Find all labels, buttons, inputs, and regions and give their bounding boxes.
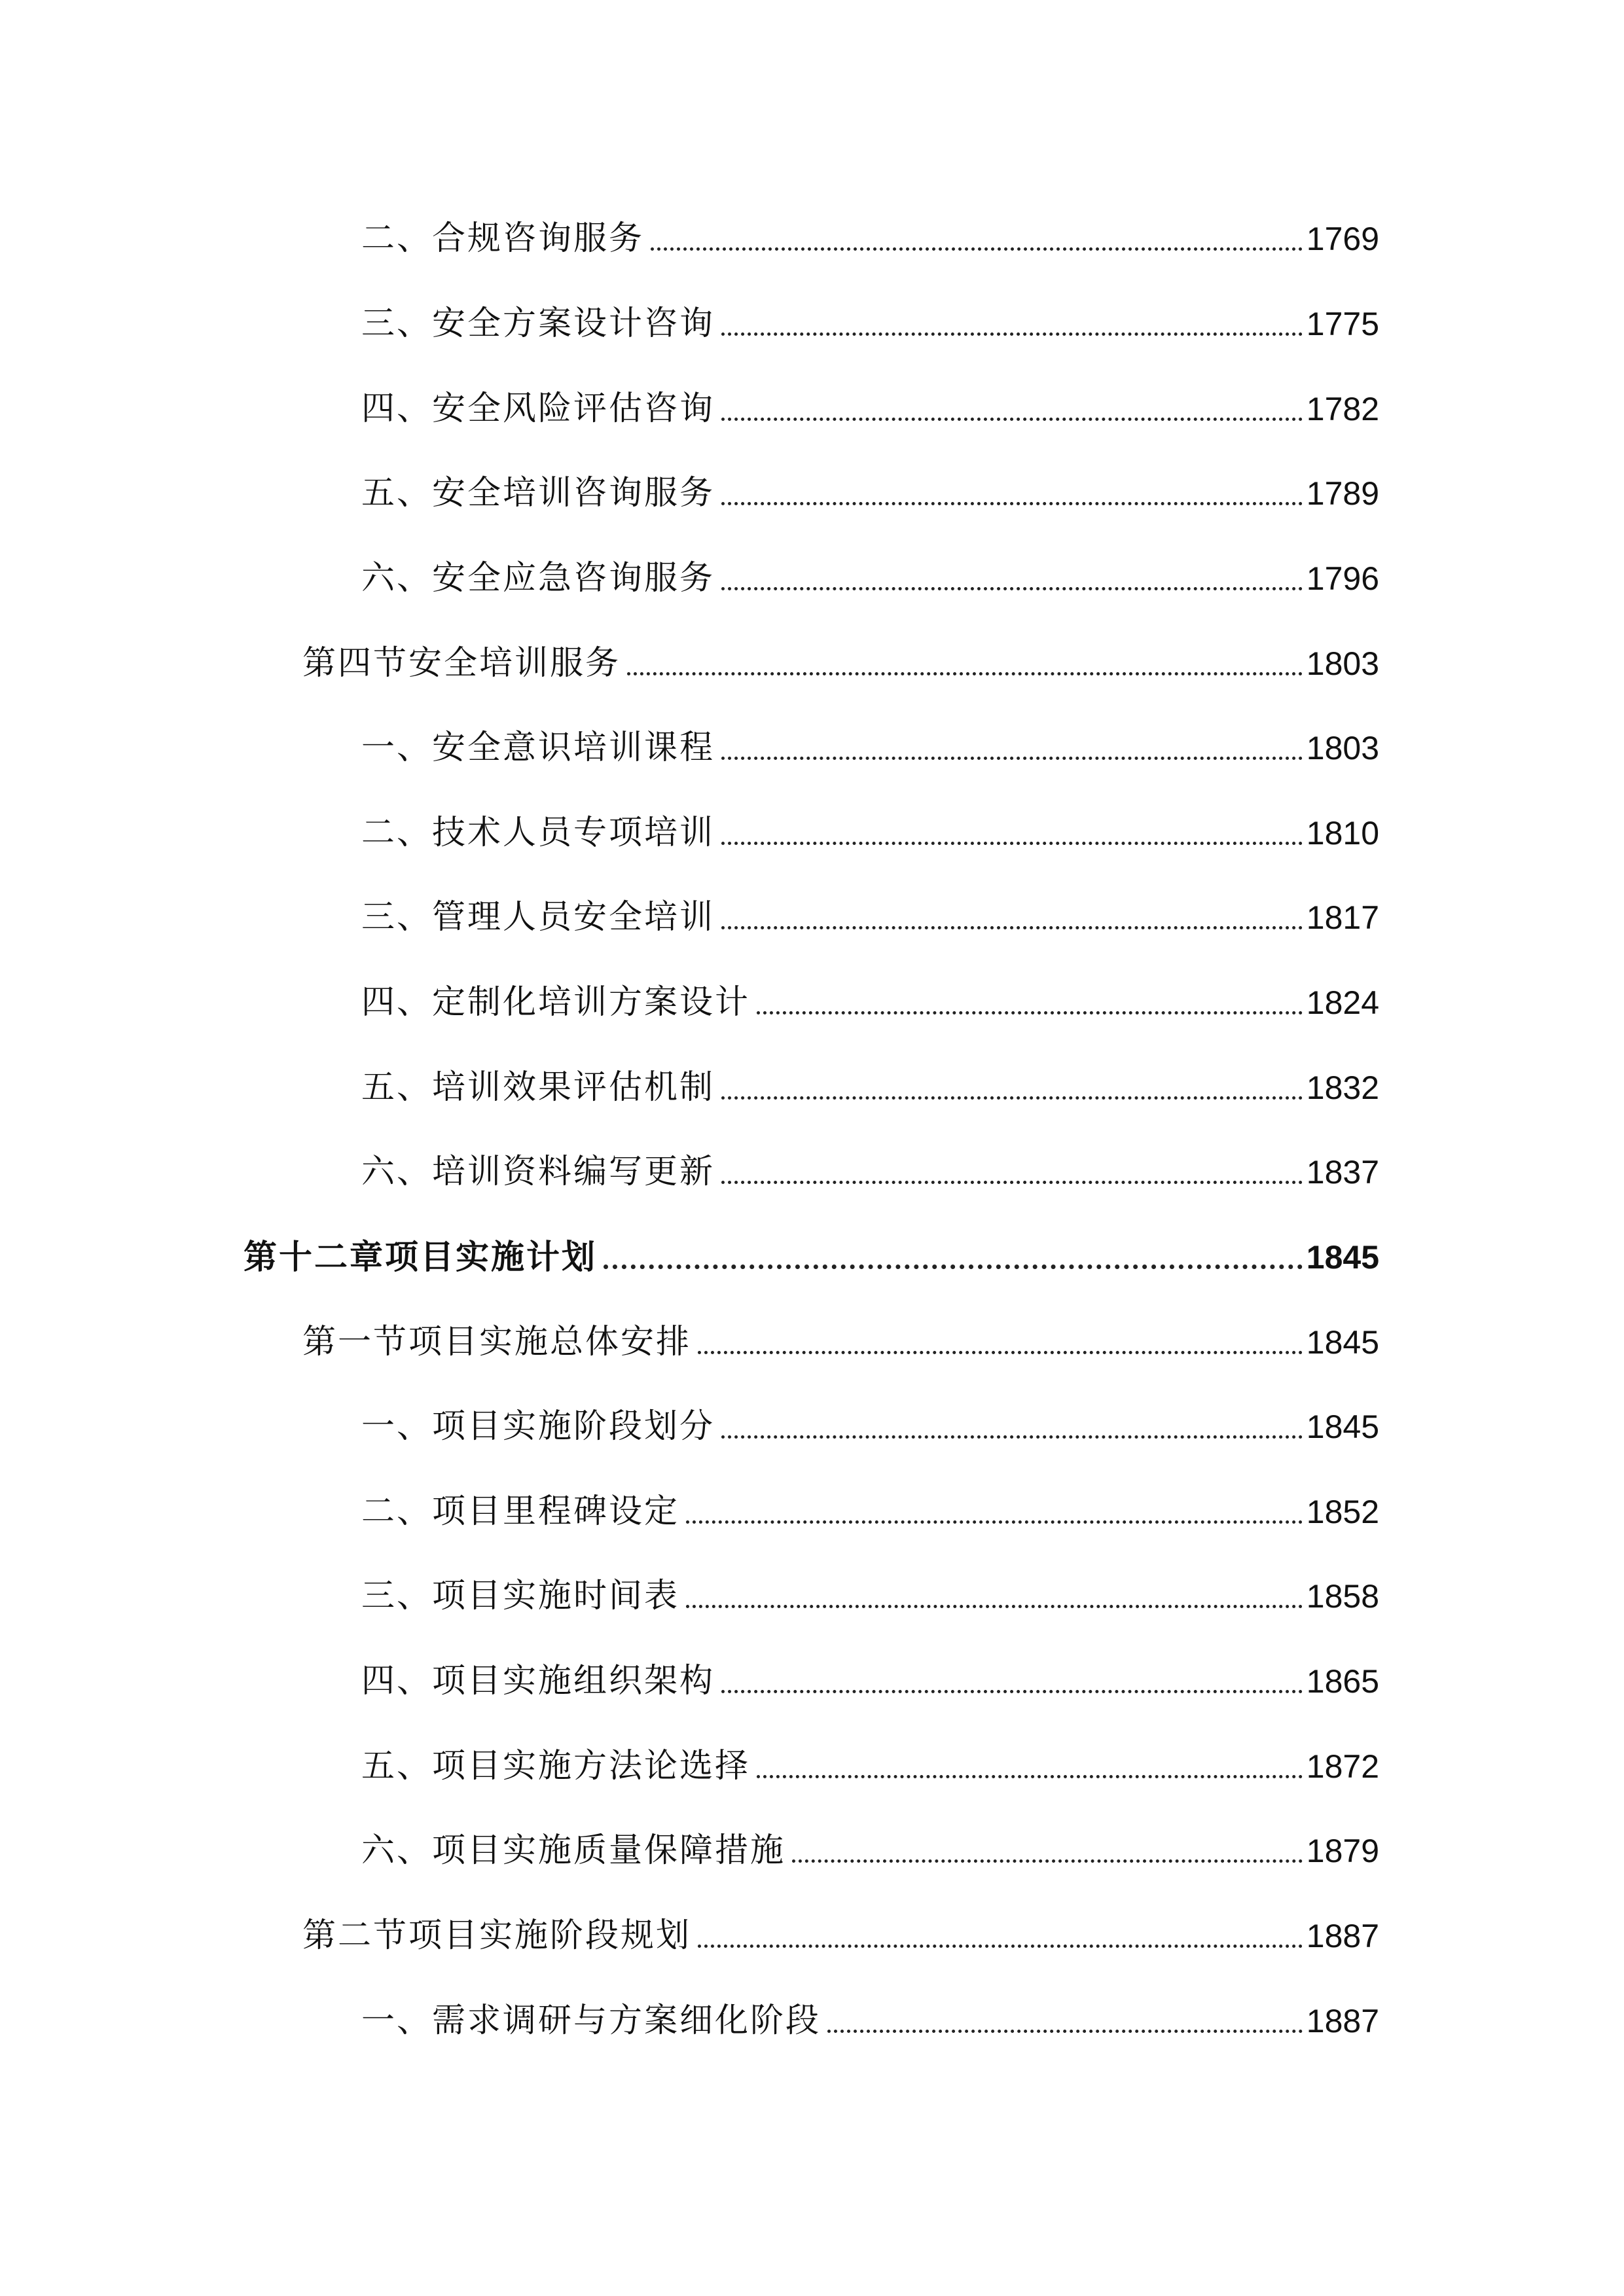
toc-entry-page: 1810 bbox=[1306, 815, 1379, 852]
toc-entry-title: 二、技术人员专项培训 bbox=[361, 814, 715, 852]
toc-entry[interactable] bbox=[361, 807, 1379, 859]
toc-entry[interactable] bbox=[361, 1740, 1379, 1793]
toc-entry[interactable] bbox=[302, 1316, 1379, 1369]
toc-dot-leader bbox=[721, 418, 1303, 421]
toc-dot-leader bbox=[698, 1351, 1303, 1354]
toc-entry-page: 1872 bbox=[1306, 1748, 1379, 1785]
toc-dot-leader bbox=[827, 2030, 1303, 2033]
toc-entry-title: 四、定制化培训方案设计 bbox=[361, 983, 751, 1022]
toc-entry[interactable] bbox=[302, 1910, 1379, 1962]
toc-entry[interactable] bbox=[361, 552, 1379, 605]
toc-entry-page: 1845 bbox=[1306, 1324, 1379, 1361]
toc-chapter-entry[interactable] bbox=[244, 1231, 1379, 1283]
toc-entry-title: 第一节项目实施总体安排 bbox=[302, 1323, 692, 1361]
toc-entry[interactable] bbox=[361, 213, 1379, 265]
toc-entry-page: 1832 bbox=[1306, 1069, 1379, 1106]
toc-entry-page: 1887 bbox=[1306, 1918, 1379, 1954]
toc-entry[interactable] bbox=[302, 637, 1379, 690]
toc-dot-leader bbox=[627, 672, 1303, 675]
toc-entry-title: 第十二章项目实施计划 bbox=[244, 1238, 598, 1277]
toc-entry-title: 一、项目实施阶段划分 bbox=[361, 1407, 715, 1446]
toc-entry[interactable] bbox=[361, 467, 1379, 520]
toc-dot-leader bbox=[721, 1435, 1303, 1439]
toc-entry-title: 四、项目实施组织架构 bbox=[361, 1662, 715, 1700]
toc-dot-leader bbox=[757, 1011, 1303, 1014]
toc-dot-leader bbox=[721, 926, 1303, 929]
toc-entry[interactable] bbox=[361, 383, 1379, 435]
toc-entry-page: 1845 bbox=[1306, 1239, 1379, 1276]
toc-entry-page: 1803 bbox=[1306, 730, 1379, 766]
toc-entry-page: 1824 bbox=[1306, 984, 1379, 1021]
toc-entry-page: 1858 bbox=[1306, 1578, 1379, 1615]
toc-entry[interactable] bbox=[361, 1570, 1379, 1623]
toc-entry-title: 三、管理人员安全培训 bbox=[361, 898, 715, 937]
toc-entry[interactable] bbox=[361, 1062, 1379, 1114]
toc-entry-title: 五、培训效果评估机制 bbox=[361, 1068, 715, 1107]
toc-entry-title: 四、安全风险评估咨询 bbox=[361, 389, 715, 428]
toc-entry-title: 五、安全培训咨询服务 bbox=[361, 474, 715, 512]
toc-dot-leader bbox=[698, 1945, 1303, 1948]
toc-entry[interactable] bbox=[361, 722, 1379, 774]
toc-entry[interactable] bbox=[361, 298, 1379, 350]
toc-entry-page: 1887 bbox=[1306, 2003, 1379, 2039]
toc-entry-page: 1837 bbox=[1306, 1154, 1379, 1191]
toc-entry-page: 1782 bbox=[1306, 391, 1379, 427]
toc-entry-title: 三、安全方案设计咨询 bbox=[361, 304, 715, 343]
toc-entry-page: 1775 bbox=[1306, 306, 1379, 342]
toc-dot-leader bbox=[686, 1520, 1303, 1524]
toc-dot-leader bbox=[686, 1605, 1303, 1608]
toc-entry-title: 六、项目实施质量保障措施 bbox=[361, 1831, 786, 1870]
toc-dot-leader bbox=[757, 1775, 1303, 1778]
toc-entry-title: 一、安全意识培训课程 bbox=[361, 728, 715, 767]
toc-entry-page: 1796 bbox=[1306, 560, 1379, 597]
toc-entry-title: 六、培训资料编写更新 bbox=[361, 1153, 715, 1191]
toc-entry[interactable] bbox=[361, 1825, 1379, 1877]
toc-dot-leader bbox=[721, 757, 1303, 760]
toc-entry-page: 1852 bbox=[1306, 1494, 1379, 1530]
toc-entry-page: 1817 bbox=[1306, 899, 1379, 936]
toc-dot-leader bbox=[721, 502, 1303, 505]
toc-entry-title: 六、安全应急咨询服务 bbox=[361, 559, 715, 598]
toc-entry-page: 1865 bbox=[1306, 1663, 1379, 1700]
toc-entry[interactable] bbox=[361, 1995, 1379, 2047]
toc-entry[interactable] bbox=[361, 1401, 1379, 1453]
toc-dot-leader bbox=[792, 1859, 1303, 1863]
toc-entry-page: 1769 bbox=[1306, 221, 1379, 257]
toc-dot-leader bbox=[721, 1690, 1303, 1693]
toc-entry[interactable] bbox=[361, 1486, 1379, 1538]
toc-dot-leader bbox=[721, 842, 1303, 845]
toc-entry-page: 1845 bbox=[1306, 1408, 1379, 1445]
toc-entry[interactable] bbox=[361, 1146, 1379, 1198]
toc-entry[interactable] bbox=[361, 1655, 1379, 1708]
toc-entry-title: 二、项目里程碑设定 bbox=[361, 1492, 680, 1531]
toc-entry-title: 第四节安全培训服务 bbox=[302, 644, 621, 683]
toc-entry-title: 一、需求调研与方案细化阶段 bbox=[361, 2001, 821, 2040]
toc-dot-leader bbox=[721, 332, 1303, 336]
toc-entry[interactable] bbox=[361, 977, 1379, 1029]
toc-entry-title: 五、项目实施方法论选择 bbox=[361, 1747, 751, 1785]
toc-dot-leader bbox=[721, 587, 1303, 590]
toc-entry-page: 1879 bbox=[1306, 1833, 1379, 1869]
toc-dot-leader bbox=[721, 1181, 1303, 1184]
toc-entry[interactable] bbox=[361, 891, 1379, 944]
toc-entry-title: 二、合规咨询服务 bbox=[361, 219, 645, 258]
toc-dot-leader bbox=[604, 1265, 1303, 1269]
toc-entry-title: 三、项目实施时间表 bbox=[361, 1577, 680, 1615]
toc-entry-title: 第二节项目实施阶段规划 bbox=[302, 1916, 692, 1955]
toc-dot-leader bbox=[721, 1096, 1303, 1100]
toc-entry-page: 1789 bbox=[1306, 475, 1379, 512]
toc-dot-leader bbox=[651, 247, 1303, 251]
toc-entry-page: 1803 bbox=[1306, 645, 1379, 682]
